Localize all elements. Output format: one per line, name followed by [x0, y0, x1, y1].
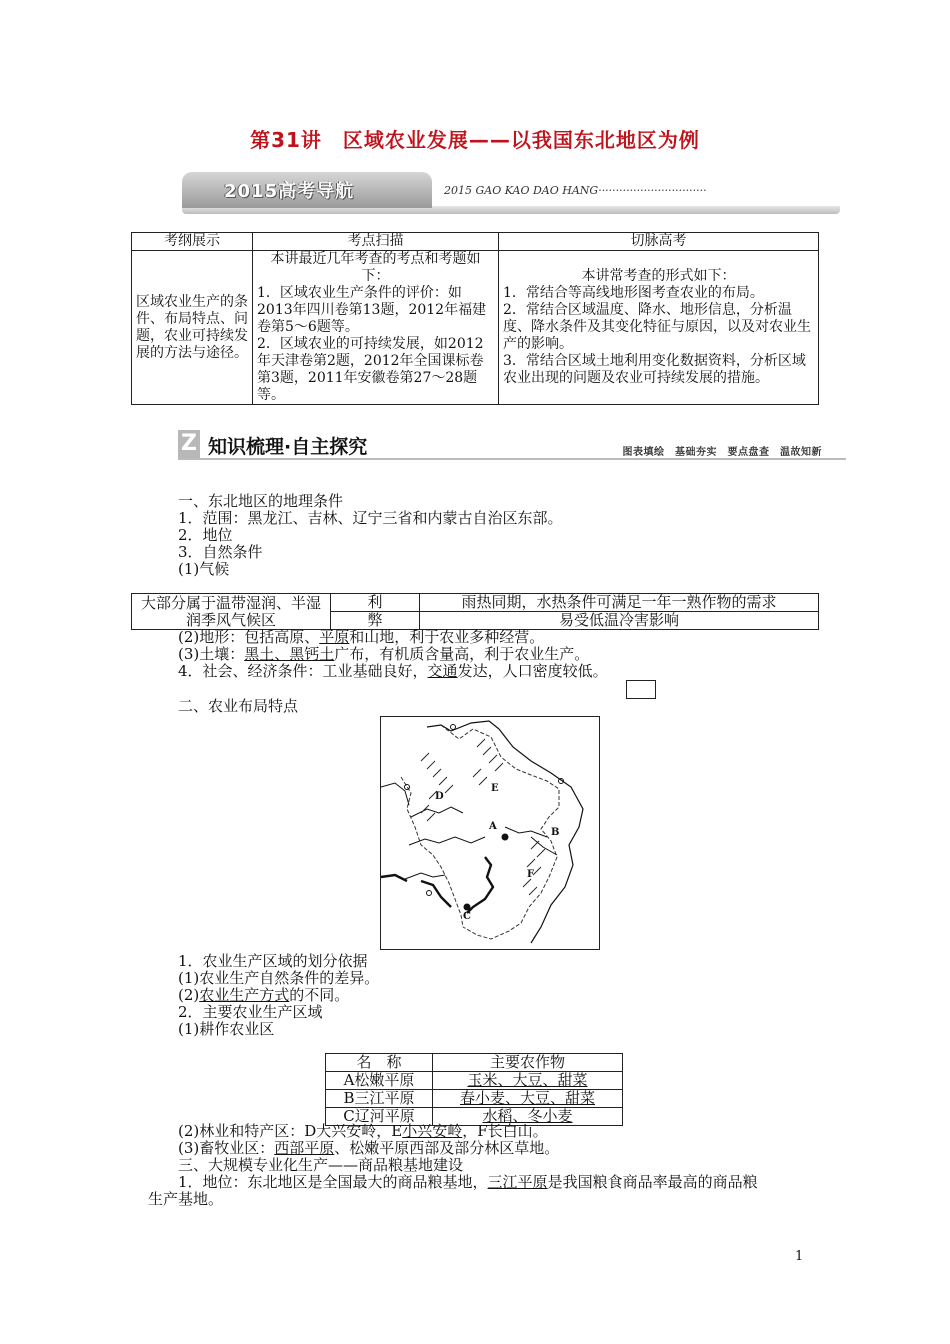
pasture-post: 、松嫩平原西部及部分林区草地。: [334, 1139, 560, 1157]
banner-label: 2015高考导航: [224, 181, 355, 202]
terrain-pre: (2)地形：包括高原、: [178, 628, 320, 646]
s2-basis: 1．农业生产区域的划分依据: [178, 952, 368, 970]
page-title: 第31讲 区域农业发展——以我国东北地区为例: [250, 128, 700, 152]
status-answer: 三江平原: [487, 1173, 548, 1191]
terrain-post: 和山地，利于农业多种经营。: [349, 628, 545, 646]
social-pre: 4．社会、经济条件：工业基础良好，: [178, 662, 428, 680]
crop-region: B三江平原: [326, 1090, 433, 1108]
method-answer: 农业生产方式: [199, 986, 290, 1004]
city-marker-a: [502, 834, 509, 841]
climate-pro-label: 利: [331, 594, 420, 612]
table-row: [326, 1090, 623, 1108]
s2-farming: (1)耕作农业区: [178, 1020, 275, 1038]
s3-heading: 三、大规模专业化生产——商品粮基地建设: [178, 1156, 464, 1174]
syllabus-cell: 区域农业生产的条件、布局特点、问题，农业可持续发展的方法与途径。: [132, 251, 253, 405]
exam-item-2: 2．常结合区域温度、降水、地形信息，分析温度、降水条件及其变化特征与原因，以及对农业生产的影响。: [503, 302, 811, 352]
map-label-d: D: [435, 791, 444, 802]
exam-item-1: 1．常结合等高线地形图考查农业的布局。: [503, 285, 764, 301]
pasture-pre: (3)畜牧业区：: [178, 1139, 275, 1157]
s1-climate: (1)气候: [178, 560, 230, 578]
header-exam: 切脉高考: [499, 233, 819, 251]
crop-cell: [433, 1090, 623, 1108]
s2-regions: 2．主要农业生产区域: [178, 1003, 323, 1021]
forest-pre: (2)林业和特产区：D大兴安岭，E: [178, 1122, 403, 1140]
soil-post: 广布，有机质含量高，利于农业生产。: [334, 645, 590, 663]
climate-type: 大部分属于温带湿润、半湿润季风气候区: [132, 594, 331, 630]
s1-terrain: [178, 629, 544, 646]
scan-item-2: 2．区域农业的可持续发展，如2012年天津卷第2题，2012年全国课标卷第3题，2011年安徽卷第27～28题等。: [257, 336, 484, 403]
soil-answer: 黑土、黑钙土: [244, 645, 335, 663]
pasture-answer: 西部平原: [274, 1139, 335, 1157]
climate-con-label: 弊: [331, 612, 420, 630]
scan-intro: 本讲最近几年考查的考点和考题如下：: [270, 251, 481, 284]
s1-natural: 3．自然条件: [178, 543, 263, 561]
syllabus-table: [131, 232, 819, 405]
s2-method: [178, 987, 349, 1004]
map-label-b: B: [551, 827, 560, 838]
climate-con-text: 易受低温冷害影响: [420, 612, 819, 630]
crop-header-crops: 主要农作物: [433, 1054, 623, 1072]
s1-social: [178, 663, 608, 680]
s2-forest: [178, 1123, 548, 1140]
s1-status: 2．地位: [178, 526, 233, 544]
page-number: 1: [795, 1249, 804, 1264]
section-divider: [178, 458, 846, 460]
s2-heading: 二、农业布局特点: [178, 697, 299, 715]
answer-box: [626, 680, 656, 699]
social-answer: 交通: [427, 662, 458, 680]
forest-answer: 小兴安岭: [402, 1122, 463, 1140]
city-marker-c: [464, 904, 471, 911]
header-syllabus: 考纲展示: [132, 233, 253, 251]
status-pre: 1．地位：东北地区是全国最大的商品粮基地，: [178, 1173, 488, 1191]
s1-heading: 一、东北地区的地理条件: [178, 492, 344, 510]
map-label-f: F: [527, 869, 535, 880]
navigation-banner: [182, 172, 840, 216]
northeast-map: [380, 716, 600, 950]
crop-answer: 春小麦、大豆、甜菜: [459, 1089, 595, 1107]
forest-post: ，F长白山。: [462, 1122, 548, 1140]
scan-item-1: 1．区域农业生产条件的评价：如2013年四川卷第13题，2012年福建卷第5～6题等。: [257, 285, 487, 335]
banner-tab: [182, 172, 432, 208]
s3-status-cont: 生产基地。: [148, 1190, 224, 1208]
section-subtitle: 图表填绘 基础夯实 要点盘查 温故知新: [622, 447, 822, 458]
exam-intro: 本讲常考查的形式如下：: [581, 268, 736, 284]
crop-answer: 水稻、冬小麦: [482, 1107, 573, 1125]
map-label-a: A: [489, 821, 497, 832]
header-scan: 考点扫描: [253, 233, 499, 251]
crop-answer: 玉米、大豆、甜菜: [467, 1071, 588, 1089]
social-post: 发达，人口密度较低。: [457, 662, 608, 680]
crop-header-name: 名 称: [326, 1054, 433, 1072]
crop-region: C辽河平原: [326, 1108, 433, 1126]
soil-pre: (3)土壤：: [178, 645, 245, 663]
method-pre: (2): [178, 986, 200, 1004]
crop-table: [325, 1053, 623, 1126]
method-post: 的不同。: [289, 986, 350, 1004]
section-letter-icon: Z: [178, 430, 200, 458]
section-header: [178, 430, 846, 460]
map-figure: [381, 717, 599, 949]
exam-item-3: 3．常结合区域土地利用变化数据资料，分析区域农业出现的问题及农业可持续发展的措施。: [503, 353, 806, 386]
table-row: [326, 1072, 623, 1090]
s3-status: [178, 1174, 758, 1191]
s2-natural-diff: (1)农业生产自然条件的差异。: [178, 969, 380, 987]
climate-table: [131, 593, 819, 630]
s1-range: 1．范围：黑龙江、吉林、辽宁三省和内蒙古自治区东部。: [178, 509, 563, 527]
s1-soil: [178, 646, 589, 663]
terrain-answer: 平原: [319, 628, 350, 646]
scan-cell: [253, 251, 499, 405]
section-title: 知识梳理·自主探究: [208, 436, 368, 458]
map-label-e: E: [491, 783, 499, 794]
banner-english: 2015 GAO KAO DAO HANG·······························: [444, 184, 707, 197]
status-post: 是我国粮食商品率最高的商品粮: [547, 1173, 758, 1191]
crop-region: A松嫩平原: [326, 1072, 433, 1090]
s2-pasture: [178, 1140, 559, 1157]
exam-cell: [499, 251, 819, 405]
map-label-c: C: [463, 911, 471, 922]
crop-cell: [433, 1072, 623, 1090]
climate-pro-text: 雨热同期，水热条件可满足一年一熟作物的需求: [420, 594, 819, 612]
